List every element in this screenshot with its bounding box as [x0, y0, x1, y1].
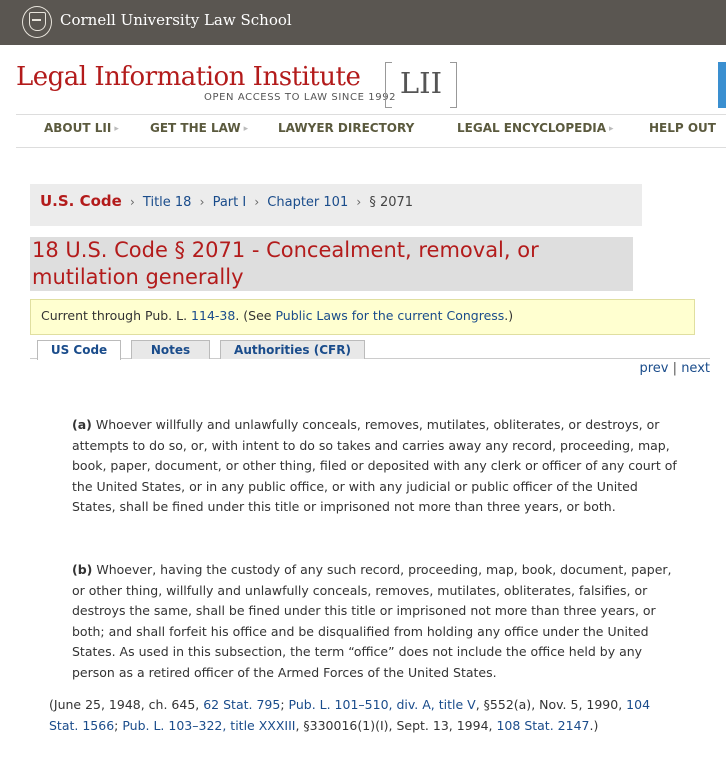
breadcrumb-chapter-101[interactable]: Chapter 101 — [267, 195, 349, 210]
lii-logo[interactable] — [385, 62, 457, 108]
notice-prefix: Current through Pub. L. — [41, 308, 192, 323]
pager-sep: | — [672, 361, 678, 376]
source-text: .) — [589, 717, 599, 733]
nav-divider — [16, 147, 726, 148]
breadcrumb-sep: › — [199, 195, 205, 209]
source-text: , §330016(1)(I), Sept. 13, 1994, — [295, 717, 497, 733]
subsection-b-label: (b) — [72, 562, 93, 577]
logo-bracket-right — [450, 62, 457, 108]
subsection-a-label: (a) — [72, 417, 92, 432]
nav-arrow-icon: ▸ — [243, 124, 249, 134]
subsection-a-text: Whoever willfully and unlawfully conceals, removes, mutilates, obliterates, or destroys, or attempts to do so, or, with intent to do so takes and carries away any record, proceeding, map, book, paper, document, or other thing, filed or deposited with any clerk or officer of any court of the United States, or in any public office, or with any judicial or public officer of the United States, shall be fined under this title or imprisoned not more than three years, or both. — [72, 417, 677, 514]
nav-arrow-icon: ▸ — [609, 124, 614, 134]
cornell-seal-icon[interactable] — [22, 6, 52, 38]
notice-middle: . (See — [235, 308, 276, 323]
notice-suffix: .) — [504, 308, 514, 323]
breadcrumb-sep: › — [356, 195, 362, 209]
cornell-law-school-link[interactable]: Cornell University Law School — [60, 11, 292, 29]
source-link-pub-l-103-322[interactable]: Pub. L. 103–322, title XXXIII — [122, 717, 296, 733]
next-link[interactable]: next — [681, 361, 710, 376]
prev-link[interactable]: prev — [639, 361, 669, 376]
subsection-b — [72, 560, 682, 683]
breadcrumb-current-section: § 2071 — [369, 195, 414, 210]
lii-logo-text: LII — [399, 66, 443, 100]
source-link-104-stat-1566[interactable]: 104 Stat. 1566 — [49, 697, 651, 733]
source-link-62-stat-795[interactable]: 62 Stat. 795 — [203, 697, 281, 712]
lii-tagline: OPEN ACCESS TO LAW SINCE 1992 — [204, 92, 397, 103]
nav-help-out[interactable]: HELP OUT — [649, 121, 716, 135]
page-title: 18 U.S. Code § 2071 - Concealment, removal, or mutilation generally — [30, 237, 633, 291]
pub-law-link[interactable]: 114-38 — [191, 308, 236, 323]
source-link-108-stat-2147[interactable]: 108 Stat. 2147 — [496, 717, 590, 733]
side-feedback-tab[interactable] — [718, 62, 726, 108]
source-text: (June 25, 1948, ch. 645, — [49, 697, 204, 712]
tab-notes[interactable]: Notes — [131, 340, 210, 359]
subsection-a — [72, 415, 682, 518]
breadcrumb — [30, 184, 642, 226]
nav-get-the-law[interactable]: GET THE LAW ▸ — [150, 121, 249, 135]
nav-lawyer-directory[interactable]: LAWYER DIRECTORY — [278, 121, 415, 135]
breadcrumb-part-i[interactable]: Part I — [212, 195, 247, 210]
nav-legal-encyclopedia[interactable]: LEGAL ENCYCLOPEDIA ▸ — [457, 121, 614, 135]
source-text: , §552(a), Nov. 5, 1990, — [475, 697, 627, 712]
tab-us-code[interactable]: US Code — [37, 340, 121, 360]
source-credits — [49, 695, 669, 736]
source-text: ; — [114, 717, 123, 733]
subsection-b-text: Whoever, having the custody of any such record, proceeding, map, book, document, paper, or other thing, willfully and unlawfully conceals, removes, mutilates, obliterates, falsifies, or destroys the same, shall be fined under this title or imprisoned not more than three years, or both; and shall forfeit his office and be disqualified from holding any office under the United States. As used in this subsection, the term “office” does not include the office held by any person as a retired officer of the Armed Forces of the United States. — [72, 562, 672, 680]
currency-notice — [30, 299, 695, 335]
nav-arrow-icon: ▸ — [114, 124, 119, 134]
tab-authorities-cfr[interactable]: Authorities (CFR) — [220, 340, 365, 359]
source-text: ; — [280, 697, 289, 712]
public-laws-link[interactable]: Public Laws for the current Congress — [275, 308, 505, 323]
nav-about-lii[interactable]: ABOUT LII ▸ — [44, 121, 119, 135]
breadcrumb-title-18[interactable]: Title 18 — [142, 195, 192, 210]
source-link-pub-l-101-510[interactable]: Pub. L. 101–510, div. A, title V — [288, 697, 476, 712]
breadcrumb-us-code[interactable]: U.S. Code — [40, 192, 122, 210]
lii-brand-title[interactable]: Legal Information Institute — [16, 62, 361, 92]
breadcrumb-sep: › — [254, 195, 260, 209]
pager — [640, 361, 711, 376]
top-bar — [0, 0, 726, 45]
header-divider — [16, 114, 726, 115]
breadcrumb-sep: › — [129, 195, 135, 209]
